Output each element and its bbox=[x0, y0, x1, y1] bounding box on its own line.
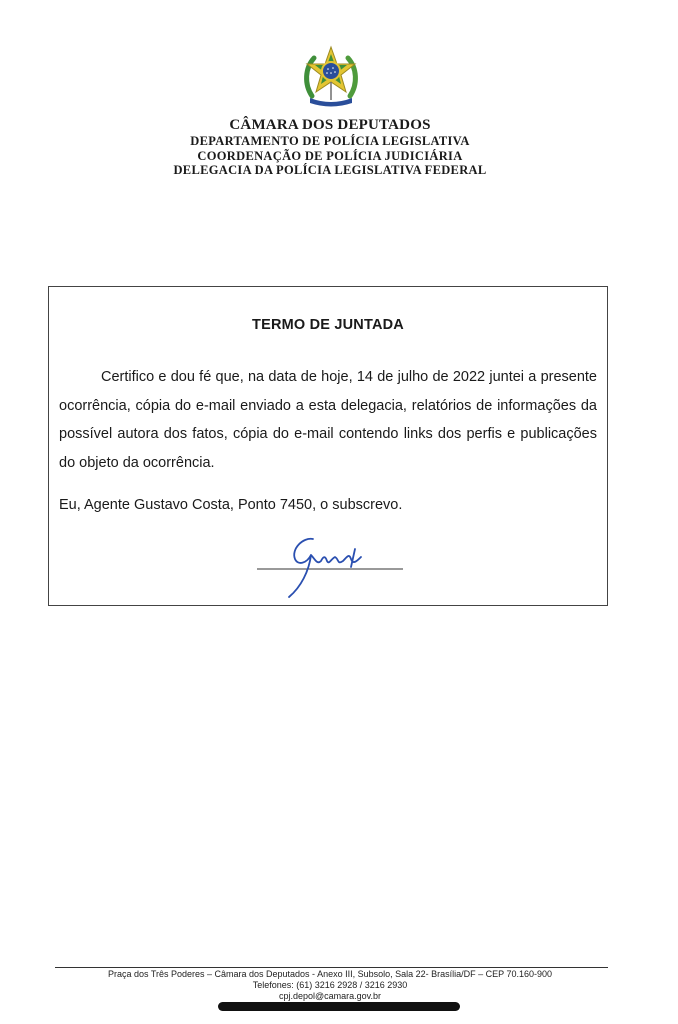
header-coordination: COORDENAÇÃO DE POLÍCIA JUDICIÁRIA bbox=[197, 148, 463, 163]
home-indicator[interactable] bbox=[218, 1002, 460, 1011]
document-footer bbox=[0, 969, 660, 1002]
document-body: Certifico e dou fé que, na data de hoje, 14 de julho de 2022 juntei a presente ocorrência, cópia do e-mail enviado a esta delegacia, relatórios de informações da possível autora dos fatos, cópia do e-mail contendo links dos perfis e publicações do objeto da ocorrência. bbox=[59, 369, 597, 471]
header-institution: CÂMARA DOS DEPUTADOS bbox=[229, 117, 431, 133]
document-title: TERMO DE JUNTADA bbox=[252, 317, 404, 333]
document-header bbox=[0, 116, 660, 178]
coat-of-arms-icon bbox=[302, 44, 360, 110]
footer-divider bbox=[55, 967, 608, 968]
signature bbox=[251, 531, 411, 601]
header-delegacy: DELEGACIA DA POLÍCIA LEGISLATIVA FEDERAL bbox=[173, 163, 487, 177]
footer-email: cpj.depol@camara.gov.br bbox=[278, 991, 382, 1001]
header-department: DEPARTAMENTO DE POLÍCIA LEGISLATIVA bbox=[190, 134, 470, 148]
footer-phones: Telefones: (61) 3216 2928 / 3216 2930 bbox=[252, 980, 408, 990]
termo-box bbox=[48, 286, 608, 606]
footer-address: Praça dos Três Poderes – Câmara dos Deputados - Anexo III, Subsolo, Sala 22- Brasília/DF – CEP 70.160-900 bbox=[107, 969, 553, 979]
document-closing: Eu, Agente Gustavo Costa, Ponto 7450, o subscrevo. bbox=[59, 497, 403, 513]
